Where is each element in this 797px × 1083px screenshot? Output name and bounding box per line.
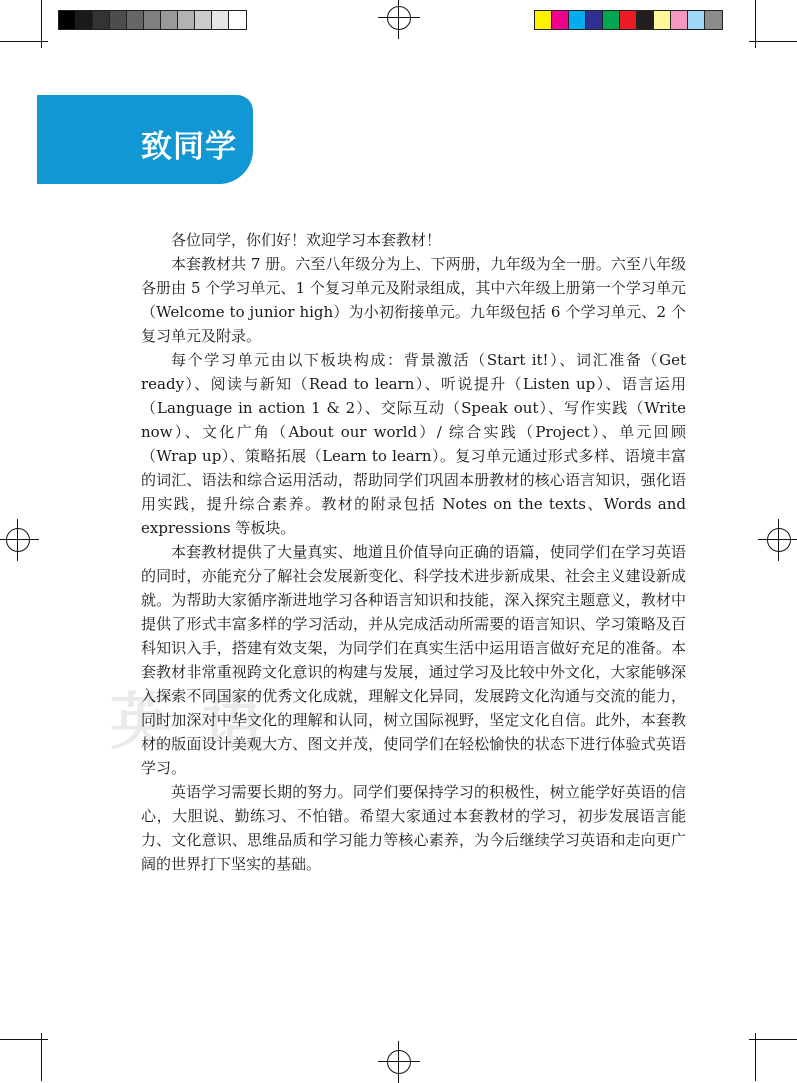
watermark-logo: 英语: [110, 685, 295, 758]
color-swatch: [569, 11, 586, 29]
gray-swatch: [127, 11, 144, 29]
cmyk-color-bar: [534, 10, 723, 30]
registration-mark-right: [767, 528, 791, 552]
color-swatch: [586, 11, 603, 29]
color-swatch: [705, 11, 722, 29]
grayscale-color-bar: [58, 10, 247, 30]
gray-swatch: [76, 11, 93, 29]
gray-swatch: [229, 11, 246, 29]
paragraph-unit-structure: 每个学习单元由以下板块构成：背景激活（Start it!）、词汇准备（Get ready）、阅读与新知（Read to learn）、听说提升（Listen up）、语言运用（Language in action 1 & 2）、交际互动（Speak out）、写作实践（Write now）、文化广角（About our world）/ 综合实践（Project）、单元回顾（Wrap up）、策略拓展（Learn to learn）。复习单元通过形式多样、语境丰富的词汇、语法和综合运用活动，帮助同学们巩固本册教材的核心语言知识，强化语用实践，提升综合素养。教材的附录包括 Notes on the texts、Words and expressions 等板块。: [141, 351, 686, 537]
paragraph-volumes: 本套教材共 7 册。六至八年级分为上、下两册，九年级为全一册。六至八年级各册由 5 个学习单元、1 个复习单元及附录组成，其中六年级上册第一个学习单元（Welcome to junior high）为小初衔接单元。九年级包括 6 个学习单元、2 个复习单元及附录。: [141, 255, 686, 345]
crop-mark-br-h: [749, 1039, 797, 1040]
color-swatch: [637, 11, 654, 29]
color-swatch: [654, 11, 671, 29]
gray-swatch: [110, 11, 127, 29]
color-swatch: [535, 11, 552, 29]
color-swatch: [671, 11, 688, 29]
crop-mark-br-v: [755, 1033, 756, 1081]
gray-swatch: [178, 11, 195, 29]
paragraph-content-features: 本套教材提供了大量真实、地道且价值导向正确的语篇，使同学们在学习英语的同时，亦能充分了解社会发展新变化、科学技术进步新成果、社会主义建设新成就。为帮助大家循序渐进地学习各种语言知识和技能，深入探究主题意义，教材中提供了形式丰富多样的学习活动，并从完成活动所需要的语言知识、学习策略及百科知识入手，搭建有效支架，为同学们在真实生活中运用语言做好充足的准备。本套教材非常重视跨文化意识的构建与发展，通过学习及比较中外文化，大家能够深入探索不同国家的优秀文化成就，理解文化异同，发展跨文化沟通与交流的能力，同时加深对中华文化的理解和认同，树立国际视野，坚定文化自信。此外，本套教材的版面设计美观大方、图文并茂，使同学们在轻松愉快的状态下进行体验式英语学习。: [141, 543, 686, 777]
gray-swatch: [93, 11, 110, 29]
letter-body: [141, 228, 686, 876]
color-swatch: [552, 11, 569, 29]
gray-swatch: [212, 11, 229, 29]
paragraph-encouragement: 英语学习需要长期的努力。同学们要保持学习的积极性，树立能学好英语的信心，大胆说、勤练习、不怕错。希望大家通过本套教材的学习，初步发展语言能力、文化意识、思维品质和学习能力等核心素养，为今后继续学习英语和走向更广阔的世界打下坚实的基础。: [141, 783, 686, 873]
gray-swatch: [144, 11, 161, 29]
paragraph-greeting: 各位同学，你们好！欢迎学习本套教材！: [171, 231, 442, 249]
registration-mark-top: [387, 6, 411, 30]
gray-swatch: [161, 11, 178, 29]
color-swatch: [603, 11, 620, 29]
crop-mark-tl-h: [0, 41, 48, 42]
page-title: 致同学: [141, 129, 237, 165]
gray-swatch: [59, 11, 76, 29]
crop-mark-bl-h: [0, 1039, 48, 1040]
color-swatch: [688, 11, 705, 29]
crop-mark-tr-h: [749, 41, 797, 42]
registration-mark-left: [6, 528, 30, 552]
crop-mark-bl-v: [41, 1033, 42, 1081]
gray-swatch: [195, 11, 212, 29]
registration-mark-bottom: [387, 1050, 411, 1074]
color-swatch: [620, 11, 637, 29]
